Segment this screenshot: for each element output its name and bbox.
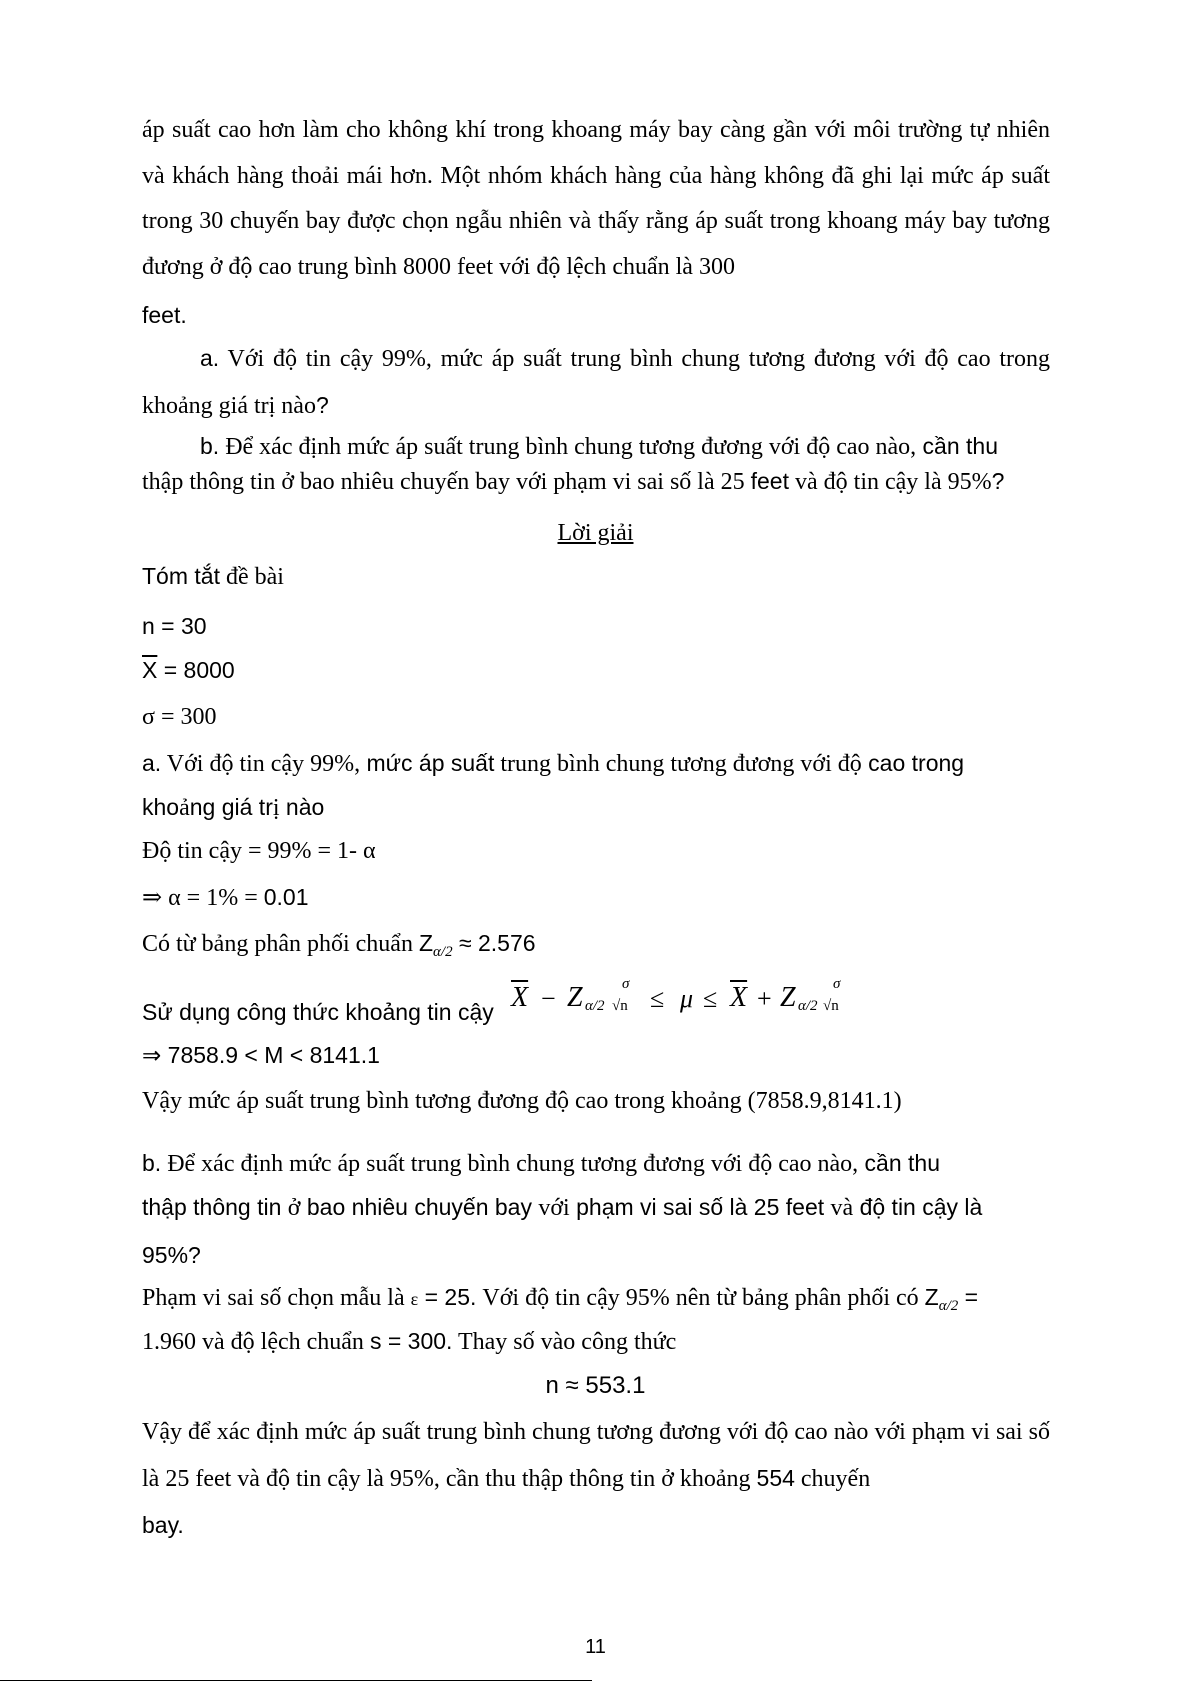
formula-z-1: Z <box>567 982 583 1013</box>
error2-s-value: s = 300. <box>369 1328 453 1354</box>
question-a-text: Với độ tin cậy 99%, mức áp suất trung bình chung tương đương với độ cao trong khoảng giá trị nào <box>142 346 1050 419</box>
formula-lead <box>142 999 494 1027</box>
question-b-text-1: Để xác định mức áp suất trung bình chung tương đương với độ cao nào, <box>219 434 917 460</box>
part-a-title-line-2 <box>142 794 324 822</box>
question-b-line-2 <box>142 468 1004 496</box>
error2-text-c: Thay số vào công thức <box>452 1329 677 1355</box>
final-text-a: Vậy để xác định mức áp suất trung bình chung tương đương với độ cao nào với phạm vi sai số là 25 feet và độ tin cậy là 95%, cần thu thập thông tin ở khoảng <box>142 1419 1050 1492</box>
part-b-line2-e: phạm vi sai số là 25 feet <box>569 1194 831 1220</box>
question-b-text-3: thập thông tin ở bao nhiêu chuyến bay với phạm vi sai số là 25 <box>142 469 751 495</box>
formula-xbar-2: $\overline{X}$ <box>730 982 748 1013</box>
part-b-line2-a: thập thông tin <box>142 1194 288 1220</box>
final-conclusion-tail: bay. <box>142 1512 184 1538</box>
question-b <box>142 424 1062 471</box>
error-line-2 <box>142 1328 676 1356</box>
error-z-subscript: α/2 <box>938 1298 959 1314</box>
alpha-a: ⇒ α = 1% = <box>142 885 264 911</box>
question-b-text-2: cần thu <box>916 433 998 459</box>
epsilon-symbol: ε <box>410 1289 419 1309</box>
sample-size-result: n ≈ 553.1 <box>545 1372 646 1399</box>
part-b-line2-g: độ tin cậy là <box>853 1194 983 1220</box>
summary-title-b: đề bài <box>219 564 284 590</box>
part-a-line2-d: ị <box>272 795 280 821</box>
part-a-prefix: a. <box>142 750 162 776</box>
error-text-a: Phạm vi sai số chọn mẫu là <box>142 1285 411 1311</box>
part-a-text-3: trung bình chung tương đương với độ <box>494 751 862 777</box>
solution-heading: Lời giải <box>557 520 634 546</box>
formula-xbar-1: $\overline{X}$ <box>511 982 529 1013</box>
formula-sigma-1: σ <box>622 976 630 992</box>
part-a-line2-b: ả <box>179 795 190 821</box>
part-a-line2-a: kho <box>142 794 180 820</box>
question-b-feet: feet <box>750 468 789 494</box>
part-b-text-2: cần thu <box>858 1150 940 1176</box>
part-b-title-line-2 <box>142 1194 982 1222</box>
formula-z-2: Z <box>780 982 796 1013</box>
footer-rule <box>0 1680 592 1681</box>
question-b-prefix: b. <box>200 433 220 459</box>
formula-le-1: ≤ <box>650 984 665 1013</box>
part-b-prefix: b. <box>142 1150 162 1176</box>
part-b-title-line-3: 95%? <box>142 1242 201 1268</box>
error-equals: = <box>958 1284 979 1310</box>
intro-text: áp suất cao hơn làm cho không khí trong khoang máy bay càng gần với môi trường tự nhiên và khách hàng thoải mái hơn. Một nhóm khách hàng của hàng không đã ghi lại mức áp suất trong 30 chuyến bay được chọn ngẫu nhiên và thấy rằng áp suất trong khoang máy bay tương đương ở độ cao trung bình 8000 feet với độ lệch chuẩn là 300 <box>142 117 1050 280</box>
part-a-text-4: cao trong <box>861 750 965 776</box>
z-text: Có từ bảng phân phối chuẩn <box>142 931 419 957</box>
part-a-line2-e: nào <box>279 794 325 820</box>
summary-title <box>142 563 284 591</box>
part-b-line2-c: bao nhiêu chuyến bay <box>300 1194 539 1220</box>
formula-minus: − <box>541 984 556 1013</box>
final-text-c: chuyến <box>794 1465 871 1492</box>
formula-z-sub-2: α/2 <box>798 998 818 1014</box>
formula-z-sub-1: α/2 <box>585 998 605 1014</box>
question-a-mark: ? <box>315 391 329 418</box>
confidence-interval-formula <box>505 976 845 1032</box>
final-conclusion <box>142 1410 1050 1502</box>
xbar-value: = 8000 <box>157 657 235 683</box>
final-count: 554 <box>756 1464 795 1491</box>
error-z-symbol: Z <box>924 1284 939 1310</box>
summary-n: n = 30 <box>142 613 207 639</box>
formula-lead-text: Sử dụng công thức khoảng tin cậy <box>142 999 494 1025</box>
error2-text-a: 1.960 và độ lệch chuẩn <box>142 1329 370 1355</box>
part-a-line2-c: ng giá tr <box>189 794 273 820</box>
formula-le-2: ≤ <box>703 984 718 1013</box>
error-text-c: Với độ tin cậy 95% nên từ bảng phân phối có <box>476 1285 925 1311</box>
part-a-text-1: Với độ tin cậy 99%, <box>161 751 361 777</box>
interval-result: ⇒ 7858.9 < M < 8141.1 <box>142 1042 380 1068</box>
formula-sqrt-1: √n <box>612 998 628 1014</box>
part-b-title <box>142 1150 940 1178</box>
question-a <box>142 336 1050 429</box>
z-symbol: Z <box>418 930 434 956</box>
part-b-line2-b: ở <box>287 1195 301 1221</box>
part-a-title <box>142 750 964 778</box>
part-b-text-1: Để xác định mức áp suất trung bình chung tương đương với độ cao nào, <box>161 1151 859 1177</box>
error-line <box>142 1284 978 1315</box>
question-a-prefix: a. <box>200 345 220 371</box>
intro-paragraph-tail: feet. <box>142 302 187 328</box>
formula-sqrt-2: √n <box>823 998 839 1014</box>
part-a-conclusion: Vậy mức áp suất trung bình tương đương độ cao trong khoảng (7858.9,8141.1) <box>142 1088 902 1114</box>
error-value: = 25. <box>418 1284 477 1310</box>
question-b-mark: ? <box>991 468 1005 494</box>
alpha-line <box>142 883 309 912</box>
formula-plus: + <box>757 984 772 1013</box>
summary-sigma: σ = 300 <box>142 704 217 730</box>
question-b-text-4: và độ tin cậy là 95% <box>789 469 992 495</box>
part-b-line2-f: và <box>830 1195 854 1221</box>
z-value-line <box>142 930 536 961</box>
confidence-level: Độ tin cậy = 99% = 1- α <box>142 838 376 864</box>
summary-xbar <box>142 657 235 684</box>
z-subscript: α/2 <box>433 944 453 960</box>
summary-title-a: Tóm tắt <box>142 563 220 589</box>
part-a-text-2: mức áp suất <box>360 750 495 776</box>
formula-sigma-2: σ <box>833 976 841 992</box>
page-number: 11 <box>585 1636 606 1658</box>
intro-paragraph <box>142 108 1050 290</box>
alpha-b: 0.01 <box>263 884 309 910</box>
z-value: ≈ 2.576 <box>452 930 536 956</box>
xbar-symbol: $\overline{X}$ <box>142 657 158 683</box>
part-b-line2-d: với <box>538 1195 570 1221</box>
formula-mu: μ <box>680 984 694 1013</box>
